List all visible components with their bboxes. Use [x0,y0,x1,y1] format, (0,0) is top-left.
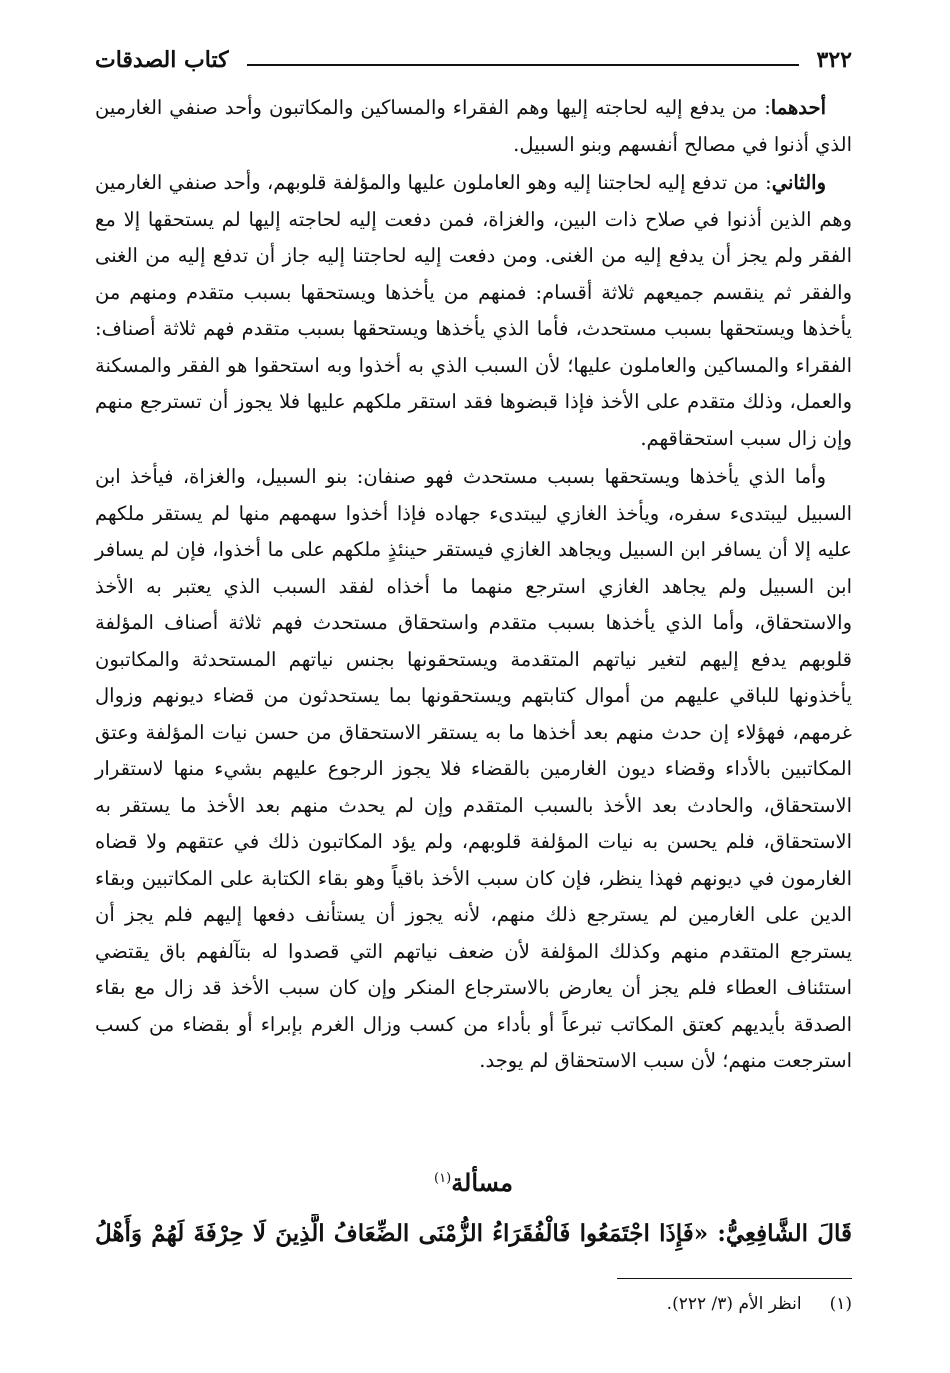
page-number: ٣٢٢ [816,47,852,73]
footnote-number: (١) [829,1294,852,1314]
paragraph-text: وأما الذي يأخذها ويستحقها بسبب مستحدث فهو صنفان: بنو السبيل، والغزاة، فيأخذ ابن السبيل ليبتدىء سفره، ويأخذ الغازي ليبتدىء جهاده فإذا أخذوا سهمهم منها لم يستقر ملكهم عليه إلا أن يسافر ابن السبيل ويجاهد الغازي فيستقر حينئذٍ ملكهم على ما أخذوا، فإن لم يسافر ابن السبيل ولم يجاهد الغازي استرجع منهما ما أخذاه لفقد السبب الذي يعتبر به الأخذ والاستحقاق، وأما الذي يأخذها بسبب متقدم واستحقاق مستحدث فهم ثلاثة أصناف المؤلفة قلوبهم يدفع إليهم لتغير نياتهم المتقدمة ويستحقونها بجنس نياتهم المستحدثة والمكاتبون يأخذونها للباقي عليهم من أموال كتابتهم ويستحقونها بما يستحدثون من قضاء ديونهم وزوال غرمهم، فهؤلاء إن حدث منهم بعد أخذها ما به يستقر الاستحقاق من حسن نيات المؤلفة وعتق المكاتبين بالأداء وقضاء ديون الغارمين بالقضاء فلا يجوز الرجوع عليهم بشيء منها لاستقرار الاستحقاق، والحادث بعد الأخذ بالسبب المتقدم وإن لم يحدث منهم بعد الأخذ ما يستقر به الاستحقاق، فلم يحسن به نيات المؤلفة قلوبهم، ولم يؤد المكاتبون ذلك في عتقهم ولا قضاه الغارمون في ديونهم فهذا ينظر، فإن كان سبب الأخذ باقياً وهو بقاء الكتابة على المكاتبين وبقاء الدين على الغارمين لم يسترجع ذلك منهم، لأنه يجوز أن يستأنف دفعها إليهم فلم يجز أن يسترجع المتقدم منهم وكذلك المؤلفة لأن ضعف نياتهم التي قصدوا له بتآلفهم باق يقتضي استئناف العطاء فلم يجز أن يعارض بالاسترجاع المنكر وإن كان سبب الأخذ قد زال مع بقاء الصدقة بأيديهم كعتق المكاتب تبرعاً أو بأداء من كسب وزال الغرم بإبراء أو بقضاء من كسب استرجعت منهم؛ لأن سبب الاستحقاق لم يوجد. [95,465,852,1072]
body-text [95,90,852,1080]
paragraph-lead: أحدهما [770,96,826,119]
paragraph-lead: والثاني [771,171,826,194]
footnote-rule [617,1278,852,1279]
book-title: كتاب الصدقات [95,47,229,73]
paragraph-second [95,165,852,457]
paragraph-first [95,90,852,163]
header-rule [247,64,799,66]
paragraph-text: : من تدفع إليه لحاجتنا إليه وهو العاملون عليها والمؤلفة قلوبهم، وأحد صنفي الغارمين وهم الذين أذنوا في صلاح ذات البين، والغزاة، فمن دفعت إليه لحاجته إليها لم يستحقها إلا مع الفقر ولم يجز أن يدفع إليه من الغنى. ومن دفعت إليه لحاجتنا إليه جاز أن تدفع إليه من الغنى والفقر ثم ينقسم جميعهم ثلاثة أقسام: فمنهم من يأخذها ويستحقها بسبب متقدم ومنهم من يأخذها ويستحقها بسبب مستحدث، فأما الذي يأخذها ويستحقها بسبب متقدم فهم ثلاثة أصناف: الفقراء والمساكين والعاملون عليها؛ لأن السبب الذي به أخذوا وبه استحقوا هو الفقر والمسكنة والعمل، وذلك متقدم على الأخذ فإذا قبضوها فقد استقر ملكهم عليها فلا يجوز أن تسترجع منهم وإن زال سبب استحقاقهم. [95,171,852,450]
section-title [95,1168,852,1197]
paragraph-text: : من يدفع إليه لحاجته إليها وهم الفقراء والمساكين والمكاتبون وأحد صنفي الغارمين الذي أذنوا في مصالح أنفسهم وبنو السبيل. [95,96,852,156]
footnote-text: انظر الأم (٣/ ٢٢٢). [666,1294,802,1314]
footnote [667,1290,852,1318]
footnote-marker: (١) [434,1171,452,1186]
page-header [95,40,852,80]
paragraph-third [95,459,852,1080]
section-title-text: مسألة [451,1168,513,1197]
shafii-quote: قَالَ الشَّافِعِيُّ: «فَإِذَا اجْتَمَعُوا فَالْفُقَرَاءُ الزُّمْنَى الضِّعَافُ الَّذِينَ لَا حِرْفَةَ لَهُمْ وَأَهْلُ [95,1220,852,1247]
